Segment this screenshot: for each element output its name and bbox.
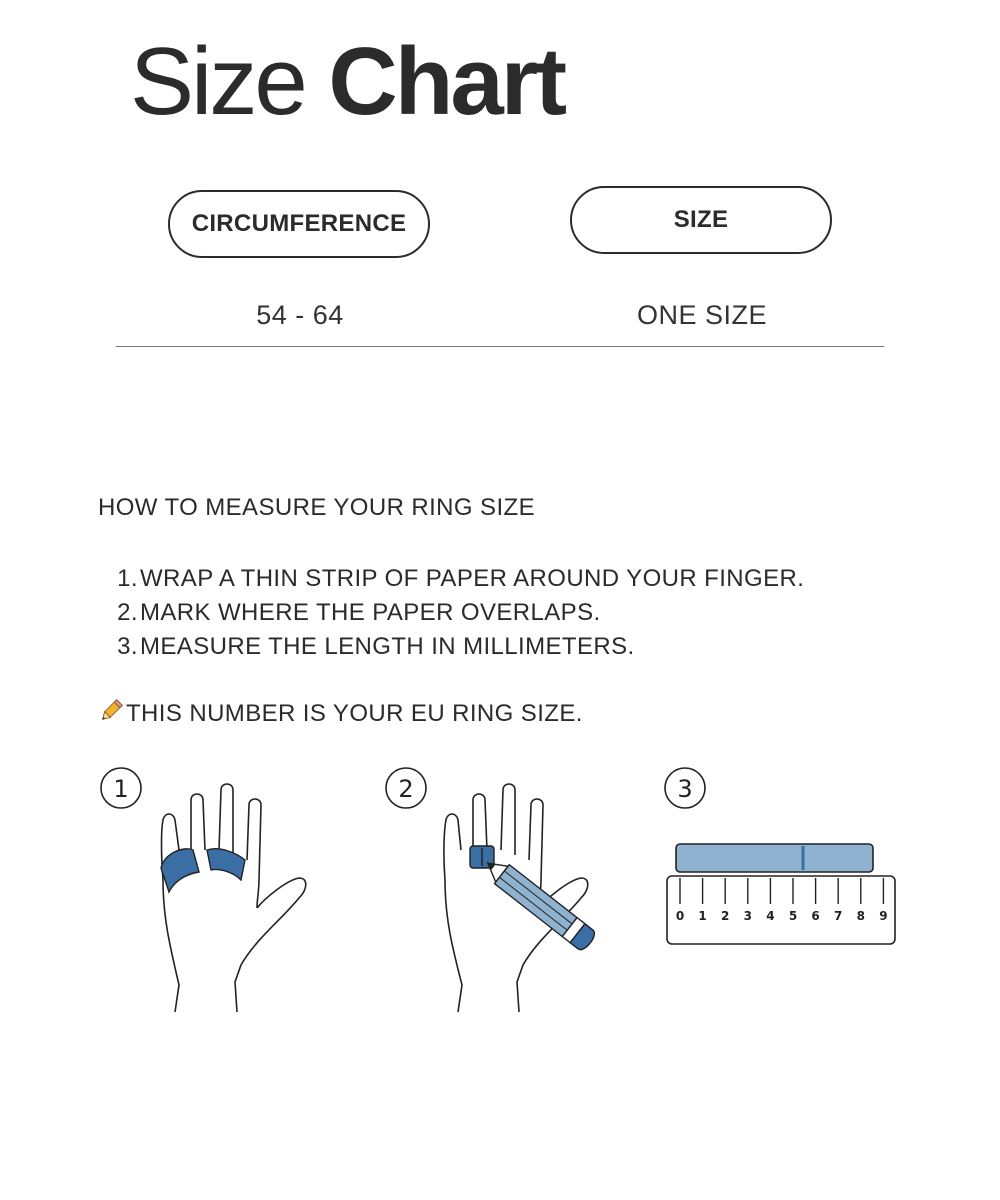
note-text: THIS NUMBER IS YOUR EU RING SIZE.	[126, 700, 583, 727]
list-item	[98, 562, 804, 596]
paper-strip-icon	[207, 849, 245, 880]
step-text: MARK WHERE THE PAPER OVERLAPS.	[140, 599, 601, 626]
step-text: MEASURE THE LENGTH IN MILLIMETERS.	[140, 633, 635, 660]
ruler-tick-label: 1	[698, 909, 707, 923]
step-number: 2.	[117, 599, 138, 626]
step-1-illustration	[101, 768, 306, 1012]
circumference-value: 54 - 64	[256, 300, 344, 330]
step-2-illustration	[386, 768, 598, 1012]
table-divider	[116, 346, 884, 347]
pencil-drawing-icon	[480, 854, 597, 953]
instructions-heading: HOW TO MEASURE YOUR RING SIZE	[98, 494, 535, 521]
page-title	[130, 28, 565, 135]
title-bold: Chart	[328, 28, 565, 135]
list-item	[98, 630, 804, 664]
ruler-tick-label: 9	[879, 909, 888, 923]
step-number: 3.	[117, 633, 138, 660]
step-1-label: 1	[113, 775, 129, 803]
hand-icon	[162, 784, 306, 1012]
ruler-tick-label: 5	[788, 909, 798, 923]
paper-strip-icon	[161, 849, 199, 892]
ruler-tick-label: 6	[811, 909, 820, 923]
list-item	[98, 596, 804, 630]
size-value: ONE SIZE	[636, 300, 768, 330]
instruction-steps	[98, 562, 804, 664]
size-header-button[interactable]: SIZE	[570, 186, 832, 254]
step-text: WRAP A THIN STRIP OF PAPER AROUND YOUR FINGER.	[140, 565, 805, 592]
title-light: Size	[130, 28, 305, 135]
measurement-illustration	[95, 760, 905, 1020]
step-3-label: 3	[677, 775, 693, 803]
step-2-label: 2	[398, 775, 414, 803]
ruler-tick-label: 2	[721, 909, 730, 923]
ruler-tick-label: 8	[856, 909, 865, 923]
ruler-tick-label: 0	[675, 909, 685, 923]
ruler-tick-label: 4	[766, 909, 775, 923]
paper-strip-icon	[676, 844, 873, 872]
ruler-tick-label: 7	[834, 909, 843, 923]
ruler-tick-label: 3	[743, 909, 752, 923]
step-number: 1.	[117, 565, 138, 592]
circumference-header-button[interactable]: CIRCUMFERENCE	[168, 190, 430, 258]
pencil-icon	[98, 698, 126, 731]
step-3-illustration	[665, 768, 895, 944]
ring-size-note	[98, 698, 583, 731]
